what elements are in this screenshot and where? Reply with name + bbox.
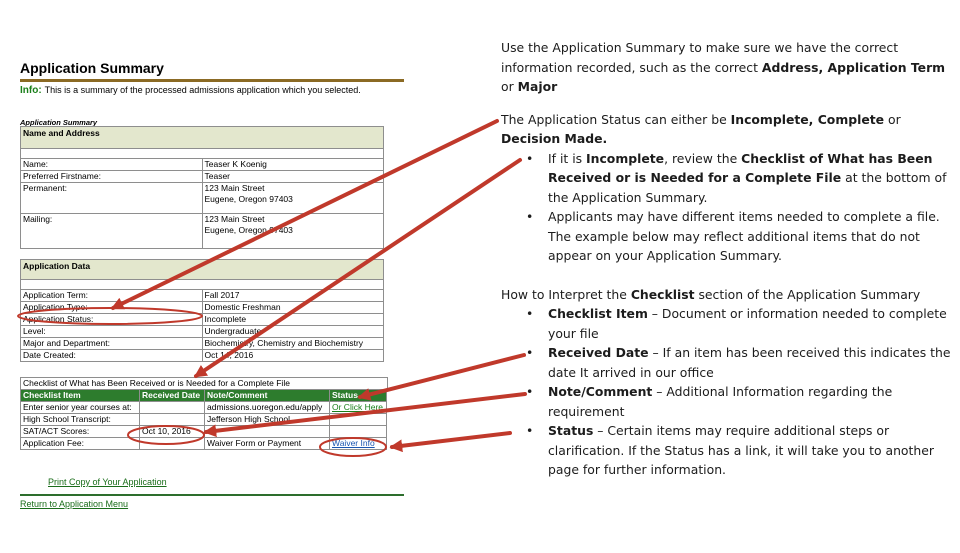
row-label: Name:: [21, 159, 203, 171]
list-item: • Status – Certain items may require additional steps or clarification. If the Status has a link, it will take you to another page for further information.: [548, 421, 951, 480]
row-value: Domestic Freshman: [202, 302, 384, 314]
row-value: Fall 2017: [202, 290, 384, 302]
table-row: [21, 302, 384, 314]
list-item: • Checklist Item – Document or information needed to complete your file: [548, 304, 951, 343]
status: [330, 414, 387, 426]
table-row: [21, 438, 387, 450]
list-item: • Note/Comment – Additional Information regarding the requirement: [548, 382, 951, 421]
info-text: This is a summary of the processed admissions application which you selected.: [44, 85, 361, 95]
header-received-date: Received Date: [140, 390, 205, 402]
header-note-comment: Note/Comment: [205, 390, 330, 402]
address-line-1: 123 Main Street: [204, 183, 265, 193]
intro-paragraph: Use the Application Summary to make sure we have the correct information recorded, such as the correct Address, Application Term or Major: [501, 40, 946, 94]
explanation-text: [501, 38, 951, 480]
row-value: Oct 14, 2016: [202, 350, 384, 362]
table-row: [21, 350, 384, 362]
header-checklist-item: Checklist Item: [21, 390, 140, 402]
received-date: [140, 438, 205, 450]
checklist-header-row: [21, 390, 387, 402]
row-value: [202, 214, 384, 249]
application-data-table: [20, 259, 384, 362]
status-link[interactable]: Waiver Info: [330, 438, 387, 450]
list-item: • Applicants may have different items needed to complete a file. The example below may reflect additional items that do not appear on your Application Summary.: [548, 207, 951, 266]
checklist-table: [20, 389, 387, 450]
note-comment: Waiver Form or Payment: [205, 438, 330, 450]
checklist-caption: Checklist of What has Been Received or is Needed for a Complete File: [20, 377, 388, 389]
footer-divider: [20, 494, 404, 496]
status-link[interactable]: Or Click Here: [330, 402, 387, 414]
table-row: [21, 426, 387, 438]
table-row: [21, 183, 384, 214]
checklist-item: Application Fee:: [21, 438, 140, 450]
table-row: [21, 314, 384, 326]
title-divider: [20, 79, 404, 82]
status-bullets: [501, 149, 951, 266]
row-label: Mailing:: [21, 214, 203, 249]
row-label: Application Type:: [21, 302, 203, 314]
checklist-bullets: [501, 304, 951, 480]
checklist-item: Enter senior year courses at:: [21, 402, 140, 414]
row-label: Preferred Firstname:: [21, 171, 203, 183]
info-label: Info:: [20, 85, 42, 96]
row-label: Date Created:: [21, 350, 203, 362]
table-row: [21, 171, 384, 183]
table-row: [21, 326, 384, 338]
table-row: [21, 402, 387, 414]
table-row: [21, 290, 384, 302]
status: [330, 426, 387, 438]
note-comment: [205, 426, 330, 438]
list-item: • If it is Incomplete, review the Checklist of What has Been Received or is Needed for a Complete File at the bottom of the Application Summary.: [548, 149, 951, 208]
section-heading-application-data: Application Data: [21, 260, 384, 280]
received-date: [140, 414, 205, 426]
checklist-item: High School Transcript:: [21, 414, 140, 426]
note-comment: Jefferson High School: [205, 414, 330, 426]
header-status: Status: [330, 390, 387, 402]
row-value: Biochemistry, Chemistry and Biochemistry: [202, 338, 384, 350]
info-message: [20, 85, 361, 96]
application-summary-panel: [20, 58, 406, 518]
address-line-2: Eugene, Oregon 97403: [204, 225, 293, 235]
row-value: Teaser: [202, 171, 384, 183]
application-status-label: Application Status:: [21, 314, 203, 326]
received-date: [140, 402, 205, 414]
page-title: Application Summary: [20, 60, 164, 76]
return-to-menu-link[interactable]: Return to Application Menu: [20, 499, 129, 509]
row-label: Major and Department:: [21, 338, 203, 350]
checklist-item: SAT/ACT Scores:: [21, 426, 140, 438]
row-label: Application Term:: [21, 290, 203, 302]
address-line-1: 123 Main Street: [204, 214, 265, 224]
arrow-status-link: [392, 433, 510, 447]
application-status-value: Incomplete: [202, 314, 384, 326]
row-value: Undergraduate: [202, 326, 384, 338]
address-line-2: Eugene, Oregon 97403: [204, 194, 293, 204]
received-date: Oct 10, 2016: [140, 426, 205, 438]
name-address-table: [20, 126, 384, 249]
row-label: Permanent:: [21, 183, 203, 214]
table-row: [21, 414, 387, 426]
print-application-link[interactable]: Print Copy of Your Application: [48, 477, 167, 487]
summary-caption: Application Summary: [20, 118, 98, 127]
row-value: Teaser K Koenig: [202, 159, 384, 171]
table-row: [21, 159, 384, 171]
status-paragraph: The Application Status can either be Incomplete, Complete or Decision Made.: [501, 111, 901, 146]
list-item: • Received Date – If an item has been received this indicates the date It arrived in our office: [548, 343, 951, 382]
table-row: [21, 214, 384, 249]
row-label: Level:: [21, 326, 203, 338]
section-heading-name-address: Name and Address: [21, 127, 384, 149]
row-value: [202, 183, 384, 214]
table-row: [21, 338, 384, 350]
checklist-paragraph: How to Interpret the Checklist section of the Application Summary: [501, 286, 921, 302]
note-comment: admissions.uoregon.edu/apply: [205, 402, 330, 414]
